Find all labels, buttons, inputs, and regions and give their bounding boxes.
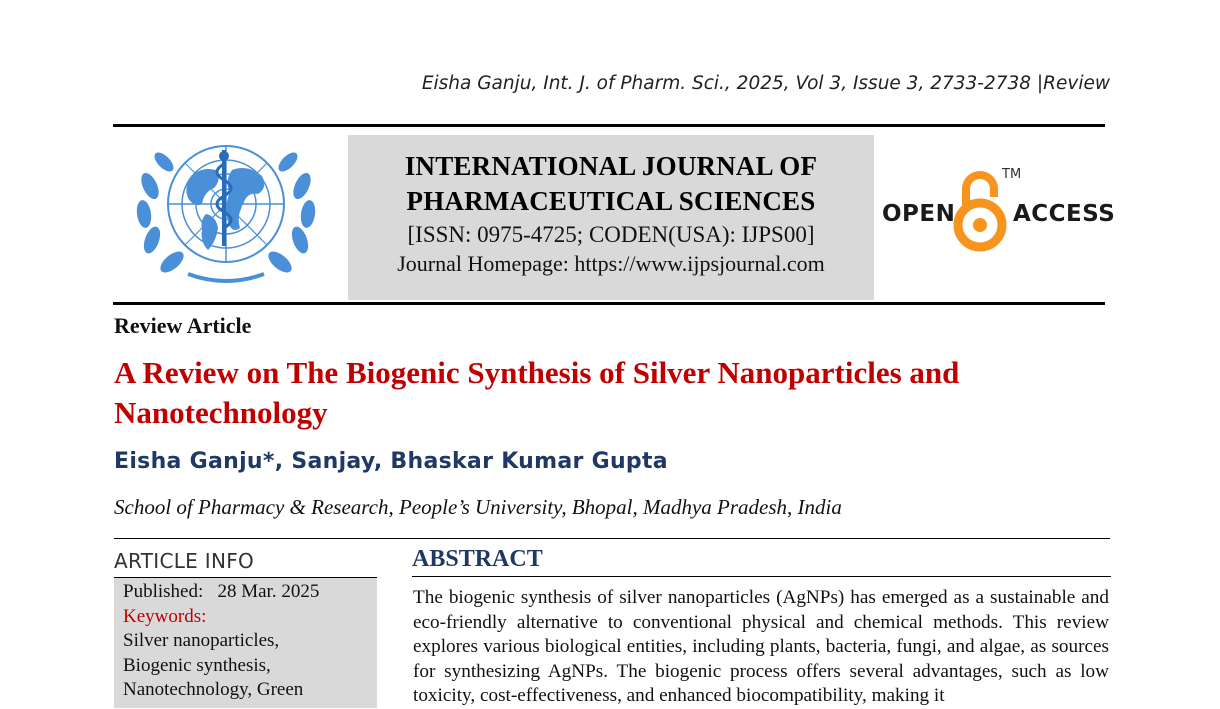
author-list: Eisha Ganju*, Sanjay, Bhaskar Kumar Gupta xyxy=(114,449,668,474)
masthead-top-rule xyxy=(113,124,1105,127)
journal-masthead xyxy=(348,135,874,300)
masthead-bottom-rule xyxy=(113,302,1105,305)
keyword-line: Biogenic synthesis, xyxy=(123,654,271,676)
keyword-line: Silver nanoparticles, xyxy=(123,630,280,651)
published-label: Published: xyxy=(123,581,204,602)
author-affiliation: School of Pharmacy & Research, People’s University, Bhopal, Madhya Pradesh, India xyxy=(114,495,842,519)
article-info-box xyxy=(114,578,377,708)
open-access-right-text: ACCESS xyxy=(1013,201,1116,227)
journal-homepage: Journal Homepage: https://www.ijpsjournal.com xyxy=(397,251,825,276)
article-info-heading: ARTICLE INFO xyxy=(114,549,255,573)
abstract-text: The biogenic synthesis of silver nanoparticles (AgNPs) has emerged as a sustainable and eco-friendly alternative to conventional physical and chemical methods. This review explores various biological entities, including plants, bacteria, fungi, and algae, as sources for synthesizing AgNPs. The biogenic process offers several advantages, such as low toxicity, cost-effectiveness, and enhanced biocompatibility, making it xyxy=(413,587,1109,706)
journal-title-line-1: INTERNATIONAL JOURNAL OF xyxy=(404,151,818,181)
running-header: Eisha Ganju, Int. J. of Pharm. Sci., 2025, Vol 3, Issue 3, 2733-2738 |Review xyxy=(421,73,1110,94)
journal-emblem-icon xyxy=(128,136,324,284)
open-access-logo xyxy=(880,165,1116,255)
section-divider xyxy=(114,538,1110,539)
keyword-line: Nanotechnology, Green xyxy=(123,679,304,700)
keywords-label: Keywords: xyxy=(123,605,207,627)
journal-issn: [ISSN: 0975-4725; CODEN(USA): IJPS00] xyxy=(407,222,815,247)
abstract-heading: ABSTRACT xyxy=(412,546,543,572)
published-line xyxy=(123,580,377,605)
paper-title: A Review on The Biogenic Synthesis of Silver Nanoparticles and Nanotechnology xyxy=(114,355,960,430)
article-type: Review Article xyxy=(114,313,252,338)
abstract-rule xyxy=(412,576,1111,577)
published-date: 28 Mar. 2025 xyxy=(217,581,320,602)
trademark-mark: TM xyxy=(1002,167,1022,182)
journal-title-line-2: PHARMACEUTICAL SCIENCES xyxy=(406,186,816,216)
open-access-left-text: OPEN xyxy=(882,201,956,227)
journal-title xyxy=(348,149,874,219)
